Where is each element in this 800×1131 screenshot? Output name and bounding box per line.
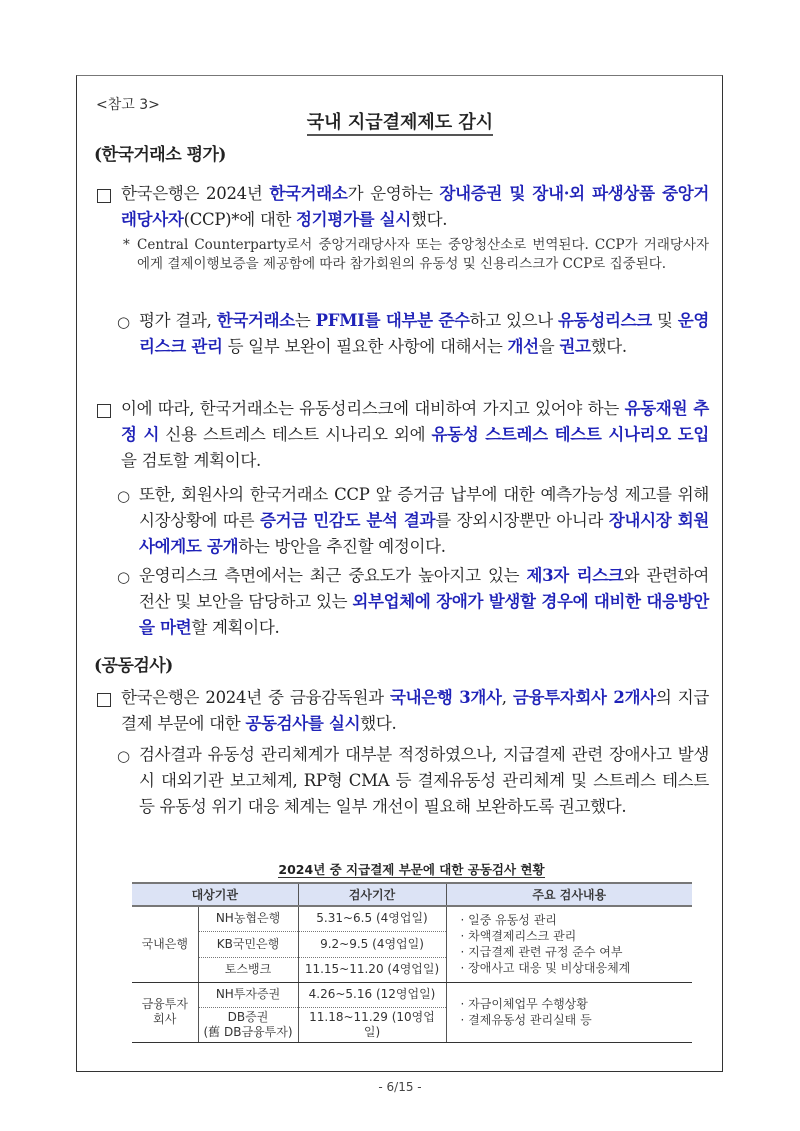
page-title: 국내 지급결제제도 감시 <box>0 108 800 134</box>
reference-label: <참고 3> <box>96 97 160 113</box>
square-bullet-icon <box>97 693 111 707</box>
emphasis-text: 유동재원 추정 시 <box>121 399 709 444</box>
circle-bullet-icon: ○ <box>117 487 131 505</box>
period-cell: 9.2~9.5 (4영업일) <box>298 931 446 957</box>
emphasis-text: 유동성리스크 <box>558 311 652 330</box>
joint-inspection-table <box>132 882 692 1043</box>
square-bullet-icon <box>97 189 111 203</box>
section-heading-joint-inspection: (공동검사) <box>94 656 173 676</box>
page-number: - 6/15 - <box>378 1080 422 1094</box>
paragraph: 한국은행은 2024년 중 금융감독원과 국내은행 3개사, 금융투자회사 2개사의 지급결제 부문에 대한 공동검사를 실시했다. <box>121 688 709 733</box>
asterisk-icon: * <box>123 237 130 253</box>
column-header-institution: 대상기관 <box>132 883 298 906</box>
emphasis-text: 유동성 스트레스 테스트 시나리오 도입 <box>431 425 709 444</box>
institution-cell: NH농협은행 <box>198 906 298 931</box>
emphasis-text: 장내시장 회원사에게도 공개 <box>139 511 709 556</box>
institution-cell: DB증권 (舊 DB금융투자) <box>198 1007 298 1042</box>
table-title: 2024년 중 지급결제 부문에 대한 공동검사 현황 <box>278 862 545 877</box>
period-cell: 5.31~6.5 (4영업일) <box>298 906 446 931</box>
emphasis-text: 제3자 리스크 <box>526 566 624 585</box>
period-cell: 11.15~11.20 (4영업일) <box>298 957 446 982</box>
emphasis-text: 한국거래소 <box>269 184 348 203</box>
paragraph: 운영리스크 측면에서는 최근 중요도가 높아지고 있는 제3자 리스크와 관련하여 전산 및 보안을 담당하고 있는 외부업체에 장애가 발생할 경우에 대비한 대응방안을 마련할 계획이다. <box>139 566 709 637</box>
emphasis-text: PFMI를 대부분 준수 <box>315 311 470 330</box>
emphasis-text: 장내증권 및 장내·외 파생상품 중앙거래당사자 <box>121 184 709 229</box>
table-row <box>132 982 692 1007</box>
circle-bullet-icon: ○ <box>117 568 131 586</box>
institution-cell: NH투자증권 <box>198 982 298 1007</box>
column-header-content: 주요 검사내용 <box>446 883 692 906</box>
emphasis-text: 국내은행 3개사 <box>389 688 502 707</box>
emphasis-text: 개선 <box>507 337 539 356</box>
circle-bullet-icon: ○ <box>117 313 131 331</box>
institution-cell: KB국민은행 <box>198 931 298 957</box>
emphasis-text: 증거금 민감도 분석 결과 <box>260 511 436 530</box>
circle-bullet-icon: ○ <box>117 747 131 765</box>
paragraph: 한국은행은 2024년 한국거래소가 운영하는 장내증권 및 장내·외 파생상품 중앙거래당사자(CCP)*에 대한 정기평가를 실시했다. <box>121 184 709 229</box>
footnote: * Central Counterparty로서 중앙거래당사자 또는 중앙청산소로 번역된다. CCP가 거래당사자에게 결제이행보증을 제공함에 따라 참가회원의 유동성 및 신용리스크가 CCP로 집중된다. <box>123 237 709 272</box>
emphasis-text: 외부업체에 장애가 발생할 경우에 대비한 대응방안을 마련 <box>139 592 709 637</box>
table-row <box>132 906 692 931</box>
column-header-period: 검사기간 <box>298 883 446 906</box>
inspection-items-cell: · 자금이체업무 수행상황 · 결제유동성 관리실태 등 <box>446 982 692 1042</box>
category-cell: 금융투자 회사 <box>132 982 198 1042</box>
paragraph: 검사결과 유동성 관리체계가 대부분 적정하였으나, 지급결제 관련 장애사고 발생 시 대외기관 보고체계, RP형 CMA 등 결제유동성 관리체계 및 스트레스 테스트 등 유동성 위기 대응 체계는 일부 개선이 필요해 보완하도록 권고했다. <box>139 745 709 816</box>
emphasis-text: 권고 <box>559 337 591 356</box>
period-cell: 4.26~5.16 (12영업일) <box>298 982 446 1007</box>
section-heading-krx-evaluation: (한국거래소 평가) <box>94 145 226 165</box>
emphasis-text: 운영리스크 관리 <box>139 311 709 356</box>
emphasis-text: 금융투자회사 2개사 <box>512 688 656 707</box>
square-bullet-icon <box>97 404 111 418</box>
emphasis-text: 공동검사를 실시 <box>245 714 361 733</box>
paragraph: 이에 따라, 한국거래소는 유동성리스크에 대비하여 가지고 있어야 하는 유동재원 추정 시 신용 스트레스 테스트 시나리오 외에 유동성 스트레스 테스트 시나리오 도입을 검토할 계획이다. <box>121 399 709 470</box>
paragraph: 평가 결과, 한국거래소는 PFMI를 대부분 준수하고 있으나 유동성리스크 및 운영리스크 관리 등 일부 보완이 필요한 사항에 대해서는 개선을 권고했다. <box>139 311 709 356</box>
period-cell: 11.18~11.29 (10영업일) <box>298 1007 446 1042</box>
table-header-row <box>132 883 692 906</box>
inspection-items-cell: · 일중 유동성 관리 · 차액결제리스크 관리 · 지급결제 관련 규정 준수 여부 · 장애사고 대응 및 비상대응체계 <box>446 906 692 982</box>
emphasis-text: 정기평가를 실시 <box>296 210 411 229</box>
institution-cell: 토스뱅크 <box>198 957 298 982</box>
emphasis-text: 한국거래소 <box>216 311 295 330</box>
category-cell: 국내은행 <box>132 906 198 982</box>
paragraph: 또한, 회원사의 한국거래소 CCP 앞 증거금 납부에 대한 예측가능성 제고를 위해 시장상황에 따른 증거금 민감도 분석 결과를 장외시장뿐만 아니라 장내시장 회원사에게도 공개하는 방안을 추진할 예정이다. <box>139 485 709 556</box>
